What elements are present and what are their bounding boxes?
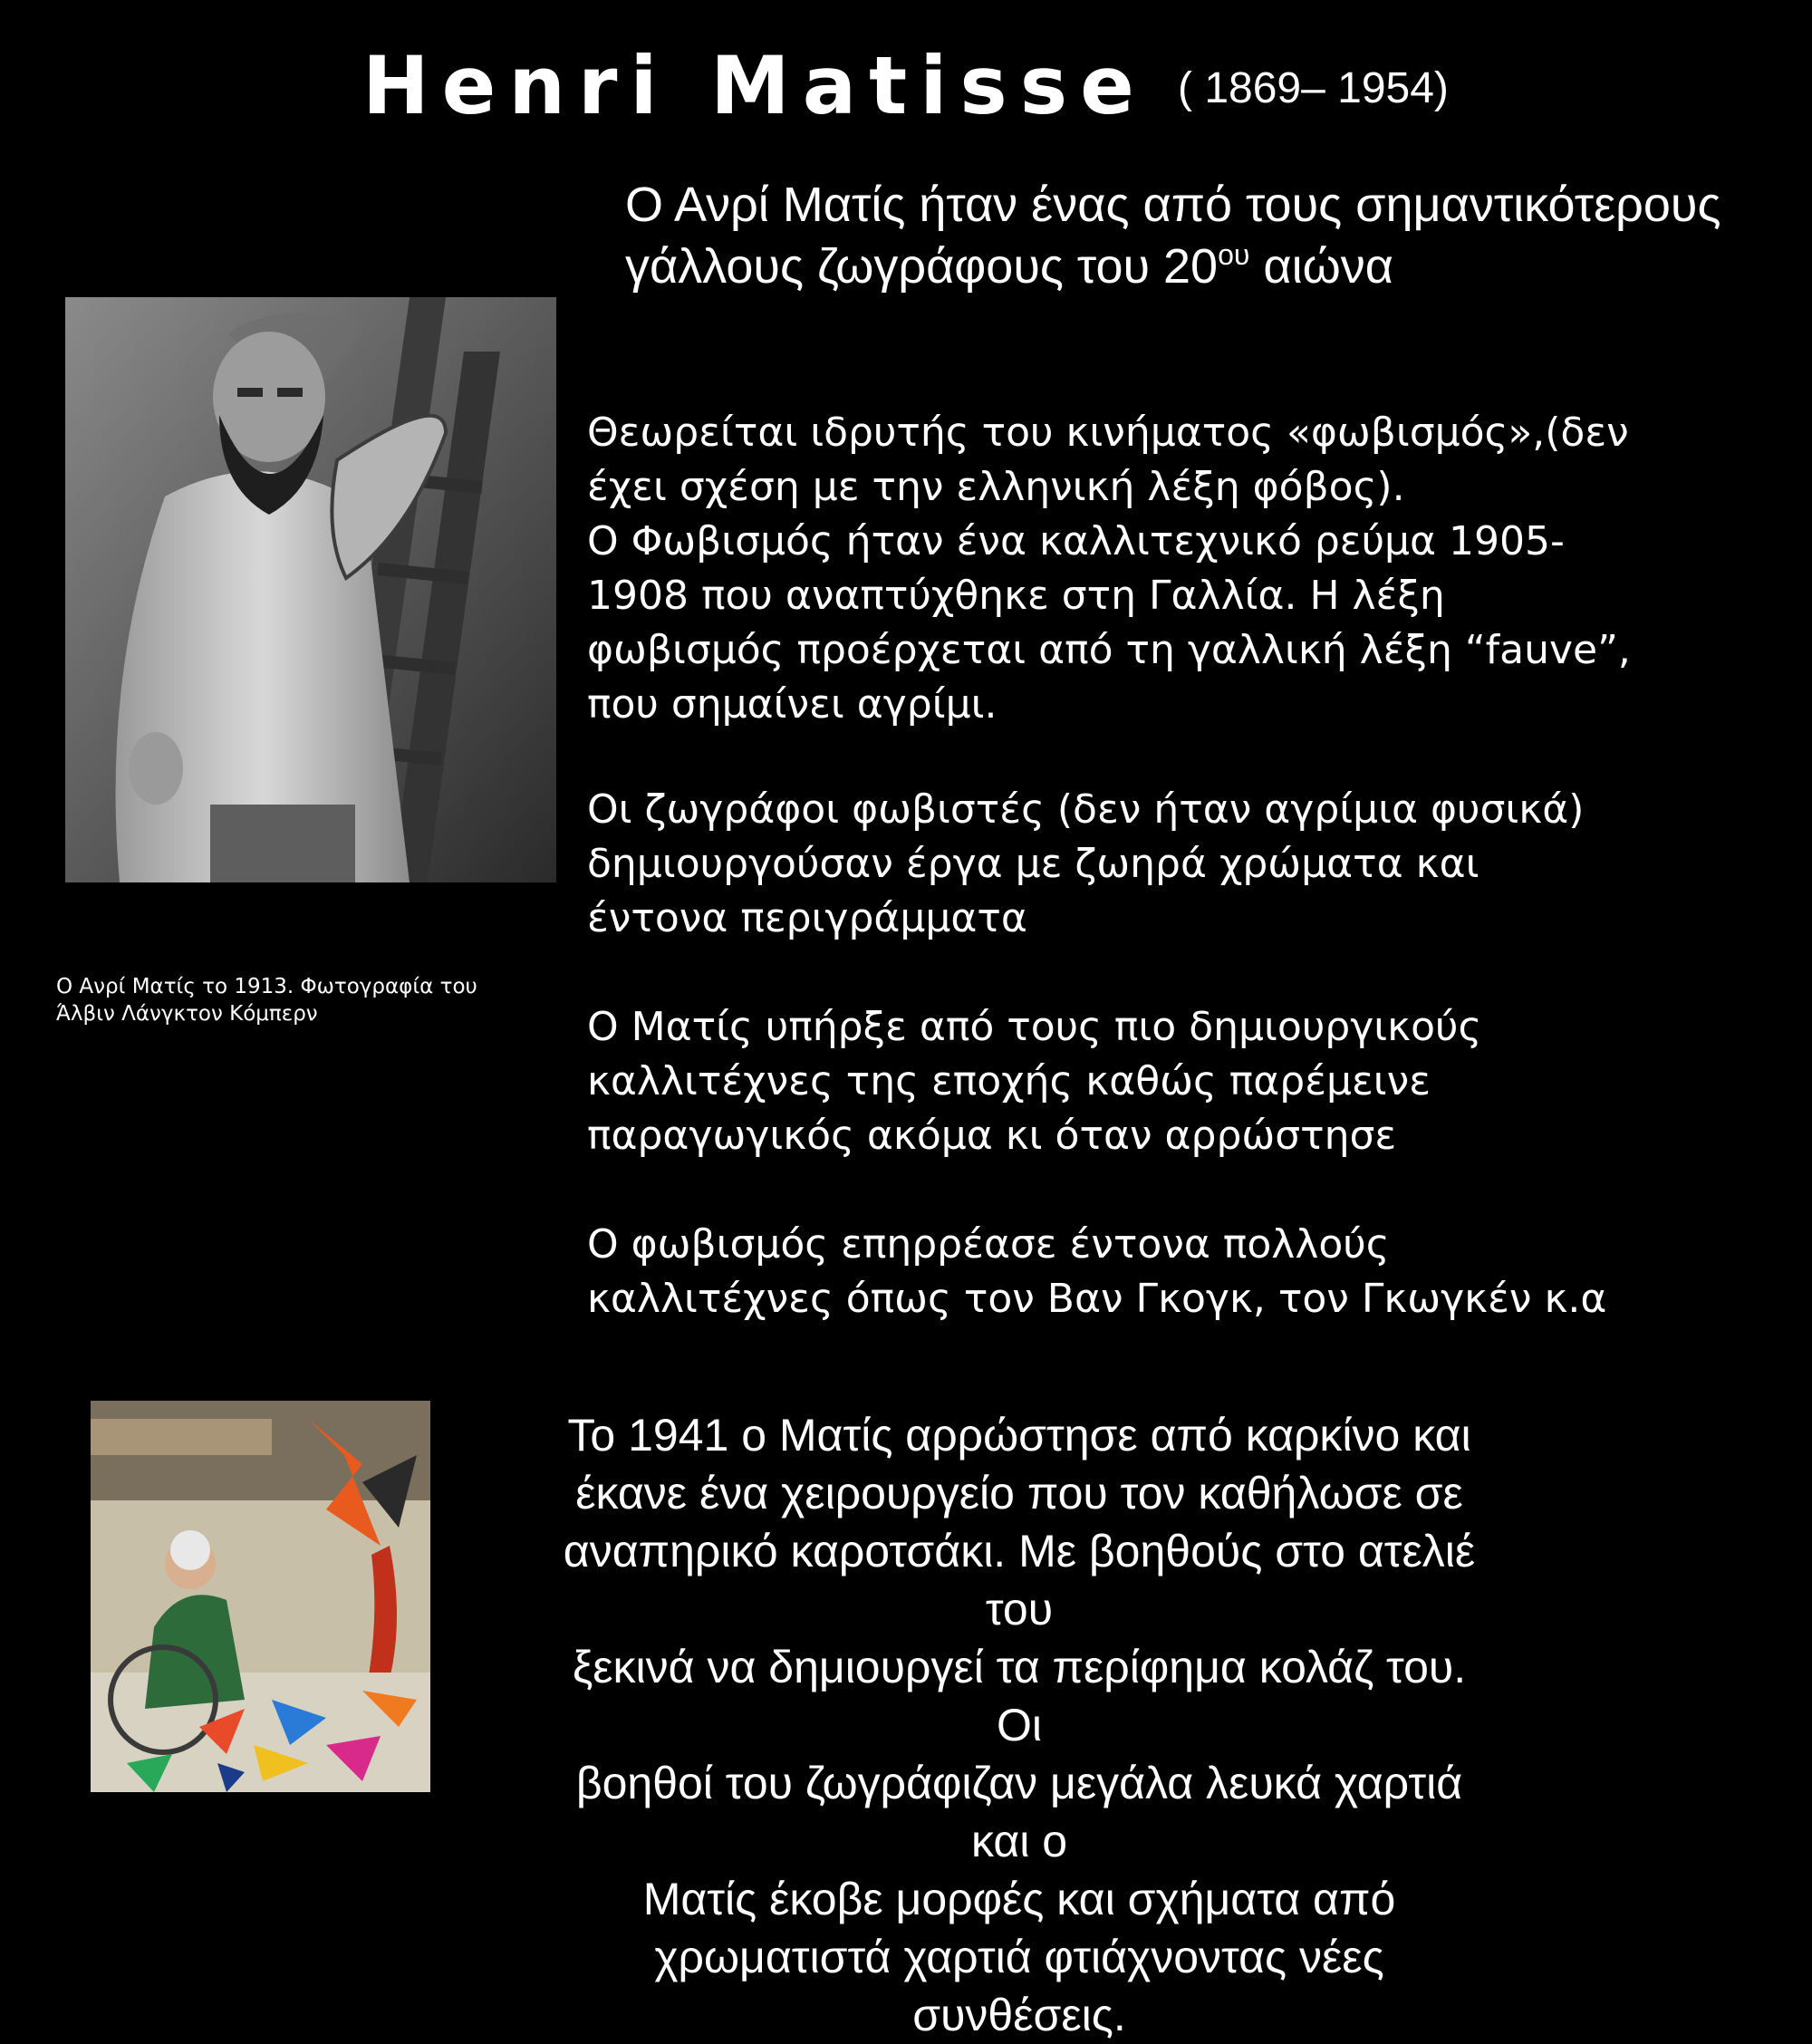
title-row — [0, 36, 1812, 145]
studio-photo-graphic — [91, 1401, 430, 1792]
closing-line: βοηθοί του ζωγράφιζαν μεγάλα λευκά χαρτιά και ο — [575, 1758, 1463, 1866]
paragraph-line: Ο φωβισμός επηρρέασε έντονα πολλούς — [587, 1221, 1390, 1268]
paragraph-line: που σημαίνει αγρίμι. — [587, 681, 998, 728]
life-years: ( 1869– 1954) — [1178, 64, 1449, 112]
studio-wheelchair-photo — [91, 1401, 430, 1792]
closing-line: ξεκινά να δημιουργεί τα περίφημα κολάζ του. Οι — [572, 1642, 1467, 1750]
portrait-caption — [56, 973, 527, 1027]
paragraph-line: Ο Φωβισμός ήταν ένα καλλιτεχνικό ρεύμα 1905- — [587, 518, 1565, 564]
paragraph-line: καλλιτέχνες της εποχής καθώς παρέμεινε — [587, 1058, 1431, 1104]
paragraph-fauvism — [587, 406, 1783, 732]
closing-line: Ματίς έκοβε μορφές και σχήματα από — [642, 1874, 1396, 1924]
paragraph-line: έντονα περιγράμματα — [587, 895, 1027, 941]
intro-suffix: αιώνα — [1249, 239, 1393, 294]
closing-line: έκανε ένα χειρουργείο που τον καθήλωσε σε — [575, 1468, 1463, 1519]
intro-text: Ο Ανρί Ματίς ήταν ένας από τους σημαντικότερους γάλλους ζωγράφους του 20 — [625, 178, 1721, 294]
portrait-photo-graphic — [65, 297, 556, 882]
caption-line-1: Ο Ανρί Ματίς το 1913. Φωτογραφία του — [56, 975, 477, 998]
closing-line: χρωματιστά χαρτιά φτιάχνοντας νέες συνθέσεις. — [654, 1932, 1384, 2040]
paragraph-influence — [587, 1218, 1783, 1326]
portrait-photo-1913 — [65, 297, 556, 882]
paragraph-line: παραγωγικός ακόμα κι όταν αρρώστησε — [587, 1113, 1397, 1159]
closing-line: Το 1941 ο Ματίς αρρώστησε από καρκίνο και — [567, 1410, 1471, 1461]
paragraph-collages — [544, 1406, 1495, 2044]
paragraph-line: έχει σχέση με την ελληνική λέξη φόβος). — [587, 464, 1405, 510]
paragraph-creativity — [587, 1000, 1783, 1163]
page-title: Henri Matisse — [362, 39, 1147, 132]
paragraph-line: δημιουργούσαν έργα με ζωηρά χρώματα και — [587, 841, 1479, 887]
intro-superscript: ου — [1218, 238, 1250, 271]
paragraph-line: 1908 που αναπτύχθηκε στη Γαλλία. Η λέξη — [587, 573, 1445, 619]
paragraph-fauvist-painters — [587, 783, 1783, 946]
paragraph-line: καλλιτέχνες όπως τον Βαν Γκογκ, τον Γκωγκέν κ.α — [587, 1276, 1607, 1322]
caption-line-2: Άλβιν Λάνγκτον Κόμπερν — [56, 1002, 318, 1026]
paragraph-line: Οι ζωγράφοι φωβιστές (δεν ήταν αγρίμια φυσικά) — [587, 786, 1585, 833]
closing-line: αναπηρικό καροτσάκι. Με βοηθούς στο ατελιέ του — [563, 1526, 1476, 1634]
paragraph-line: φωβισμός προέρχεται από τη γαλλική λέξη “fauve”, — [587, 627, 1631, 673]
paragraph-line: Ο Ματίς υπήρξε από τους πιο δημιουργικούς — [587, 1004, 1482, 1050]
intro-heading — [625, 174, 1776, 297]
paragraph-line: Θεωρείται ιδρυτής του κινήματος «φωβισμός»,(δεν — [587, 410, 1629, 456]
